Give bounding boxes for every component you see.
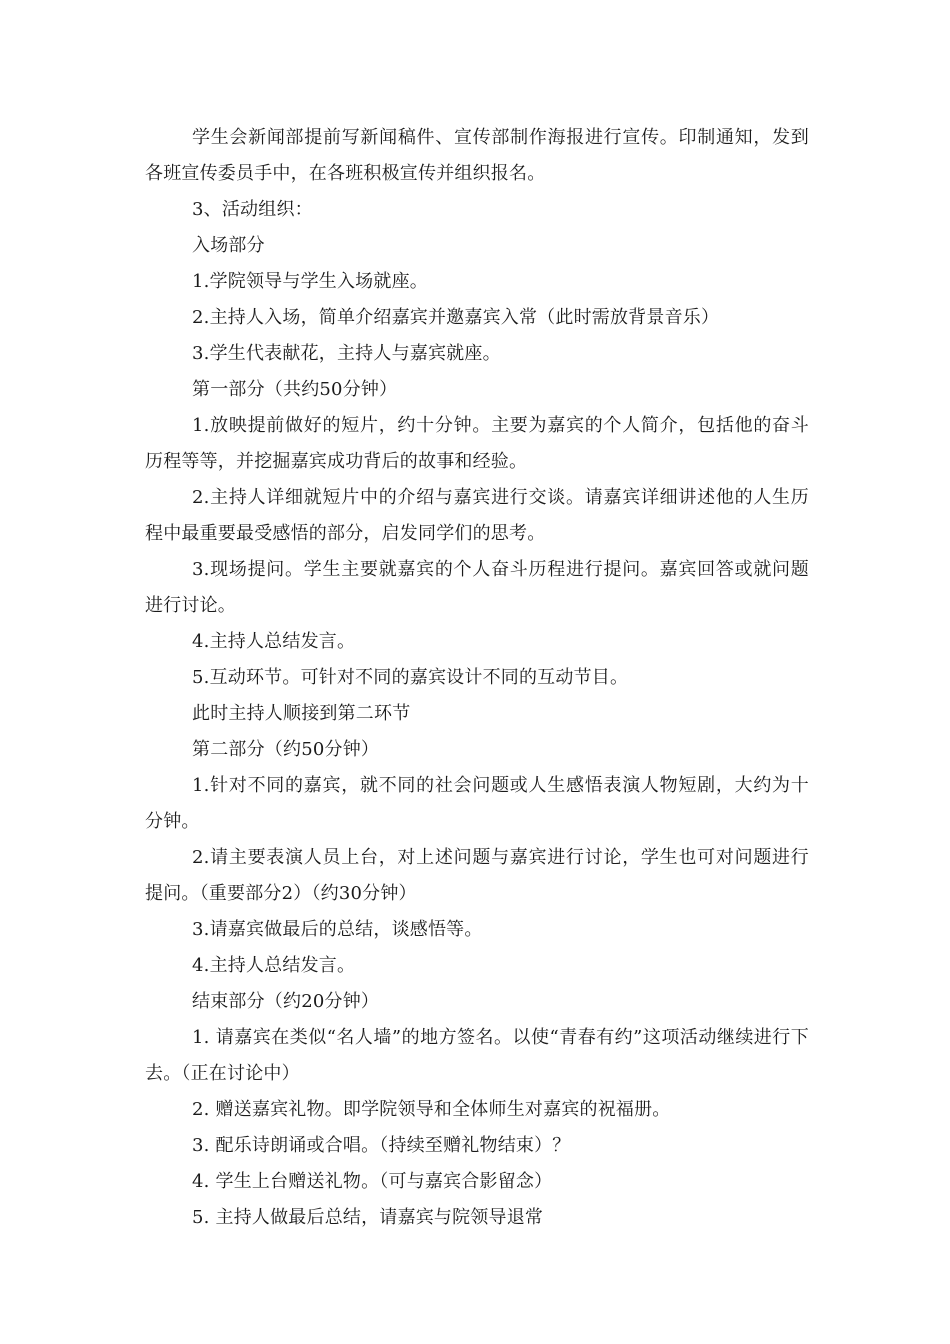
list-item: 2.请主要表演人员上台，对上述问题与嘉宾进行讨论，学生也可对问题进行提问。（重要部分2）（约30分钟） [145, 847, 809, 904]
list-item: 4.主持人总结发言。 [192, 631, 356, 652]
heading-activity-organization: 3、活动组织： [192, 199, 313, 220]
list-item: 1.放映提前做好的短片，约十分钟。主要为嘉宾的个人简介，包括他的奋斗历程等等，并挖掘嘉宾成功背后的故事和经验。 [145, 415, 809, 472]
paragraph-publicity: 学生会新闻部提前写新闻稿件、宣传部制作海报进行宣传。印制通知，发到各班宣传委员手中，在各班积极宣传并组织报名。 [145, 127, 809, 184]
list-item: 3.学生代表献花，主持人与嘉宾就座。 [192, 343, 501, 364]
heading-part-two: 第二部分（约50分钟） [192, 739, 380, 760]
document-body [145, 120, 809, 1236]
list-item: 2.主持人入场，简单介绍嘉宾并邀嘉宾入常（此时需放背景音乐） [192, 307, 720, 328]
list-item: 3.现场提问。学生主要就嘉宾的个人奋斗历程进行提问。嘉宾回答或就问题进行讨论。 [145, 559, 809, 616]
list-item: 5.互动环节。可针对不同的嘉宾设计不同的互动节目。 [192, 667, 629, 688]
list-item: 2. 赠送嘉宾礼物。即学院领导和全体师生对嘉宾的祝福册。 [192, 1099, 671, 1120]
list-item: 5. 主持人做最后总结，请嘉宾与院领导退常 [192, 1207, 544, 1228]
heading-entrance-part: 入场部分 [192, 235, 265, 256]
list-item: 4. 学生上台赠送礼物。（可与嘉宾合影留念） [192, 1171, 553, 1192]
list-item: 3.请嘉宾做最后的总结，谈感悟等。 [192, 919, 483, 940]
list-item: 1. 请嘉宾在类似“名人墙”的地方签名。以使“青春有约”这项活动继续进行下去。（正在讨论中） [145, 1027, 809, 1084]
heading-closing-part: 结束部分（约20分钟） [192, 991, 380, 1012]
list-item: 1.针对不同的嘉宾，就不同的社会问题或人生感悟表演人物短剧，大约为十分钟。 [145, 775, 809, 832]
transition-note: 此时主持人顺接到第二环节 [192, 703, 411, 724]
heading-part-one: 第一部分（共约50分钟） [192, 379, 398, 400]
list-item: 3. 配乐诗朗诵或合唱。（持续至赠礼物结束）？ [192, 1135, 571, 1156]
list-item: 4.主持人总结发言。 [192, 955, 356, 976]
list-item: 1.学院领导与学生入场就座。 [192, 271, 428, 292]
list-item: 2.主持人详细就短片中的介绍与嘉宾进行交谈。请嘉宾详细讲述他的人生历程中最重要最受感悟的部分，启发同学们的思考。 [145, 487, 809, 544]
